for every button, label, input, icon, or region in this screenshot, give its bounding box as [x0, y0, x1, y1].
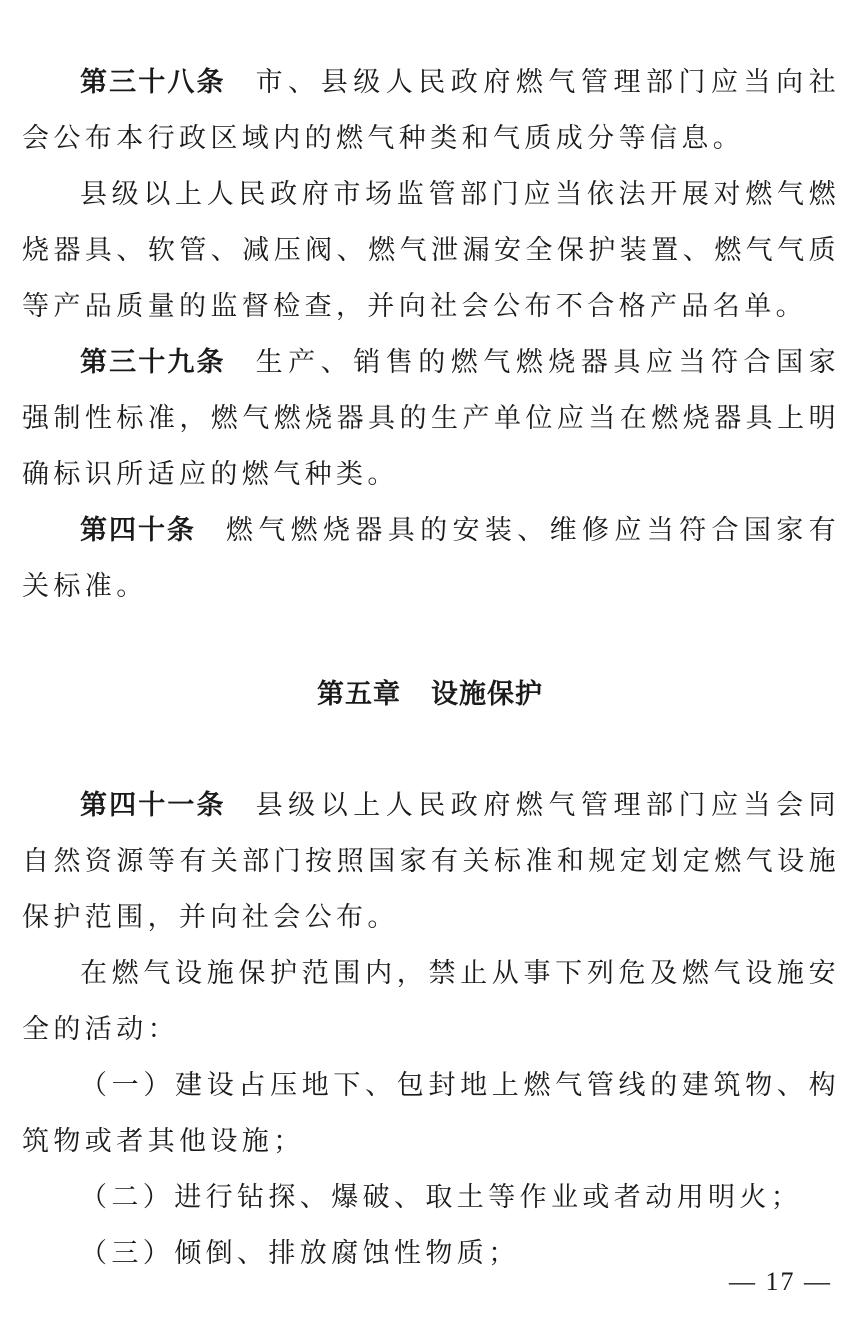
article-39-paragraph: [22, 335, 840, 503]
chapter-title: 设施保护: [431, 679, 543, 710]
article-41-paragraph-2: 在燃气设施保护范围内，禁止从事下列危及燃气设施安全的活动：: [22, 958, 840, 1045]
article-39-text: 生产、销售的燃气燃烧器具应当符合国家强制性标准，燃气燃烧器具的生产单位应当在燃烧器具上明确标识所适应的燃气种类。: [22, 347, 841, 490]
article-39-label: 第三十九条: [80, 347, 226, 378]
list-item-2: （二）进行钻探、爆破、取土等作业或者动用明火；: [80, 1182, 803, 1213]
article-40-label: 第四十条: [80, 515, 196, 546]
article-38-paragraph-2: 县级以上人民政府市场监管部门应当依法开展对燃气燃烧器具、软管、减压阀、燃气泄漏安全保护装置、燃气气质等产品质量的监督检查，并向社会公布不合格产品名单。: [22, 179, 840, 322]
article-40-text: 燃气燃烧器具的安装、维修应当符合国家有关标准。: [22, 515, 840, 602]
page-number: — 17 —: [729, 1267, 832, 1296]
list-item-3: （三）倾倒、排放腐蚀性物质；: [80, 1238, 520, 1269]
article-38-text: 市、县级人民政府燃气管理部门应当向社会公布本行政区域内的燃气种类和气质成分等信息。: [22, 67, 841, 154]
article-41-paragraph: [22, 778, 840, 946]
article-38-paragraph: [22, 55, 840, 167]
article-40-paragraph: [22, 503, 840, 615]
chapter-heading: [0, 671, 860, 719]
article-41-text: 县级以上人民政府燃气管理部门应当会同自然资源等有关部门按照国家有关标准和规定划定燃气设施保护范围，并向社会公布。: [22, 790, 841, 933]
list-item-1: （一）建设占压地下、包封地上燃气管线的建筑物、构筑物或者其他设施；: [22, 1070, 840, 1157]
article-41-label: 第四十一条: [80, 790, 226, 821]
article-38-label: 第三十八条: [80, 67, 226, 98]
chapter-number: 第五章: [317, 679, 401, 710]
